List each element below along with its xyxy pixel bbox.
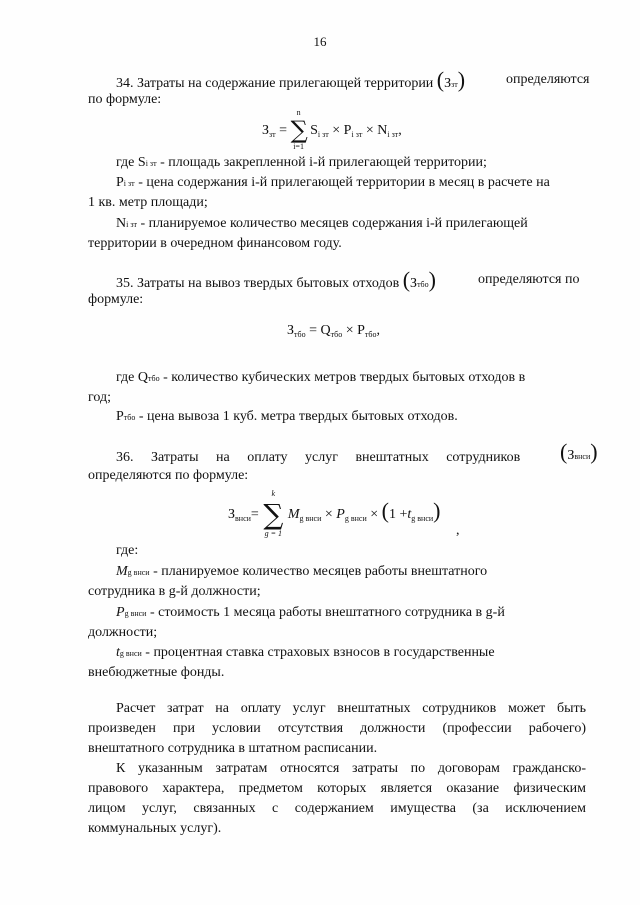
closing-p2-line3: лицом услуг, связанных с содержанием имущества (за исключением [88,801,586,816]
s36-def-3: tg внси - процентная ставка страховых взносов в государственные [116,645,495,660]
s36-heading-line2: определяются по формуле: [88,468,249,483]
closing-p2-line1: К указанным затратам относятся затраты по договорам гражданско- [116,761,586,776]
closing-p1-line3: внештатного сотрудника в штатном расписании. [88,741,378,756]
closing-p2-line4: коммунальных услуг). [88,821,222,836]
s36-formula: $З_{внси}=$ k ∑ g = 1 $M_{g внси} \times P_{g внси} \times (1 +t_{g внси})$ [228,489,441,538]
s34-def-2-cont: 1 кв. метр площади; [88,195,208,210]
closing-p1-line1: Расчет затрат на оплату услуг внештатных сотрудников может быть [116,701,586,716]
s36-formula-end: , [456,523,460,538]
s36-def-2-cont: должности; [88,625,158,640]
closing-p2-line2: правового характера, предметом которых является оказание физическим [88,781,586,796]
s35-def-2: Pтбо - цена вывоза 1 куб. метра твердых бытовых отходов. [116,409,458,424]
closing-p1-line2: произведен при условии отсутствия должности (профессии рабочего) [88,721,586,736]
s34-heading-line2: по формуле: [88,92,162,107]
s34-def-2: Pi зт - цена содержания i-й прилегающей территории в месяц в расчете на [116,175,550,190]
s35-def-1-cont: год; [88,390,112,405]
s35-heading-line1-end: определяются по [478,272,580,287]
s36-heading-line1: 36. Затраты на оплату услуг внештатных сотрудников [116,450,521,465]
s35-heading-line2: формуле: [88,292,144,307]
s35-def-1: где Qтбо - количество кубических метров твердых бытовых отходов в [116,370,526,385]
s36-where: где: [116,543,139,558]
s34-heading-line1: 34. Затраты на содержание прилегающей территории (Ззт) [116,67,466,92]
s36-sum: k ∑ g = 1 [263,489,284,538]
s36-def-1-cont: сотрудника в g-й должности; [88,584,261,599]
s34-def-3: Ni зт - планируемое количество месяцев содержания i-й прилегающей [116,216,528,231]
s36-def-1: Mg внси - планируемое количество месяцев работы внештатного [116,564,488,579]
s34-formula: $З_{зт}$ = n ∑ i=1 $S_{i зт} \times P_{i зт} \times N_{i зт}$, [262,108,402,151]
s36-def-3-cont: внебюджетные фонды. [88,665,225,680]
s35-formula: $З_{тбо} = Q_{тбо} \times P_{тбо}$, [287,323,380,339]
s36-heading-symbol: (Звнси) [560,439,598,464]
s36-def-2: Pg внси - стоимость 1 месяца работы внештатного сотрудника в g-й [116,605,505,620]
s34-heading-line1-end: определяются [506,72,590,87]
s35-heading-line1: 35. Затраты на вывоз твердых бытовых отходов (Зтбо) [116,267,436,292]
s34-def-3-cont: территории в очередном финансовом году. [88,236,342,251]
page-number: 16 [313,34,327,49]
s34-def-1: где Si зт - площадь закрепленной i-й прилегающей территории; [116,155,487,170]
s34-sum: n ∑ i=1 [290,108,308,151]
